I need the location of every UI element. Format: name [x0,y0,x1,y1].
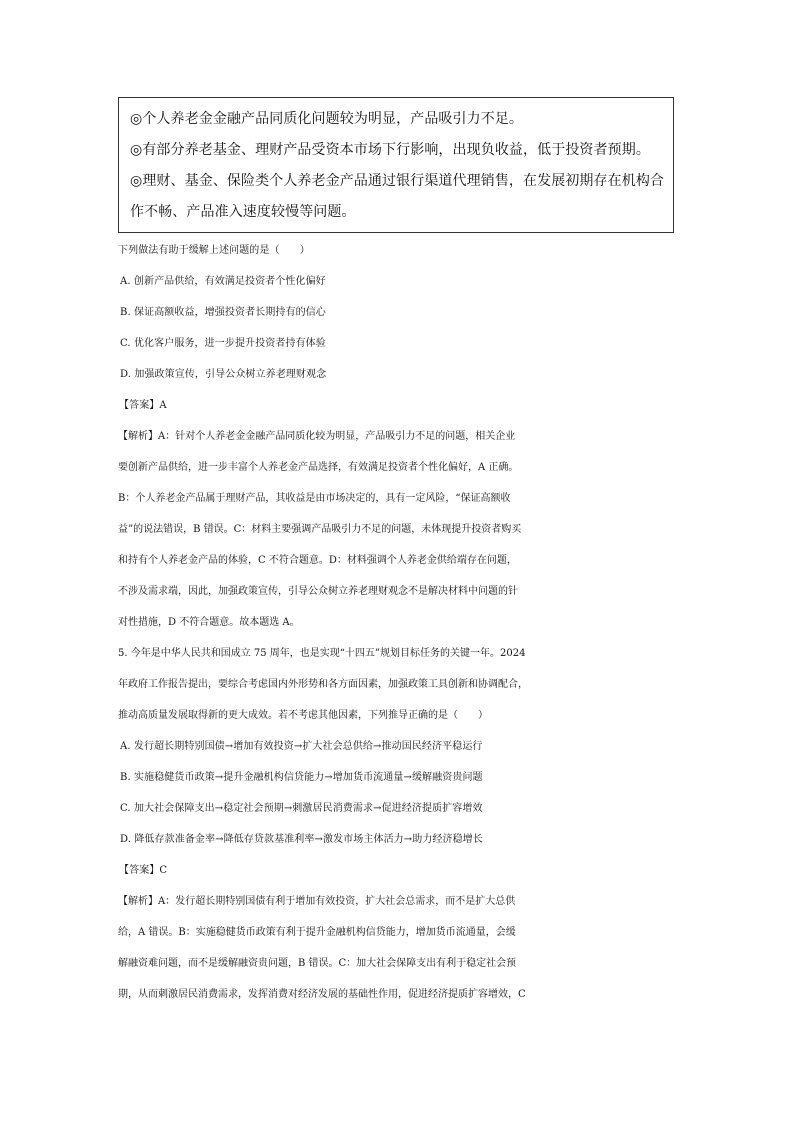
question-4-stem: 下列做法有助于缓解上述问题的是（ ） [118,245,310,256]
question-5-analysis-line: 解融资难问题，而不是缓解融资贵问题，B 错误。C：加大社会保障支出有利于稳定社会预 [118,958,517,969]
question-4-analysis-line: 要创新产品供给，进一步丰富个人养老金产品选择，有效满足投资者个性化偏好，A 正确。 [118,462,519,473]
question-4-option-a: A. 创新产品供给，有效满足投资者个性化偏好 [120,276,326,287]
question-4-option-d: D. 加强政策宣传，引导公众树立养老理财观念 [120,369,327,380]
question-5-answer: 【答案】C [119,865,168,876]
question-4-analysis-line: 【解析】A：针对个人养老金金融产品同质化较为明显，产品吸引力不足的问题，相关企业 [118,431,516,442]
question-4-analysis-line: 对性措施，D 不符合题意。故本题选 A。 [118,617,300,628]
question-4-option-b: B. 保证高额收益，增强投资者长期持有的信心 [120,307,326,318]
material-line: ◎理财、基金、保险类个人养老金产品通过银行渠道代理销售，在发展初期存在机构合 [130,173,665,189]
question-5-stem-line: 年政府工作报告提出，要综合考虑国内外形势和各方面因素，加强政策工具创新和协调配合， [118,679,528,690]
question-4-option-c: C. 优化客户服务，进一步提升投资者持有体验 [120,338,326,349]
question-5-analysis-line: 【解析】A：发行超长期特别国债有利于增加有效投资，扩大社会总需求，而不是扩大总供 [118,896,516,907]
document-content [118,97,686,1010]
question-5-option-c: C. 加大社会保障支出→稳定社会预期→刺激居民消费需求→促进经济提质扩容增效 [120,803,483,814]
question-4-analysis-line: 益”的说法错误，B 错误。C：材料主要强调产品吸引力不足的问题，未体现提升投资者购买 [118,524,522,535]
material-line: 作不畅、产品准入速度较慢等问题。 [130,204,356,220]
material-line: ◎有部分养老基金、理财产品受资本市场下行影响，出现负收益，低于投资者预期。 [130,142,650,158]
question-5-stem-line: 推动高质量发展取得新的更大成效。若不考虑其他因素，下列推导正确的是（ ） [118,710,488,721]
question-4-answer: 【答案】A [119,400,167,411]
question-4-analysis-line: 不涉及需求端，因此，加强政策宣传，引导公众树立养老理财观念不是解决材料中问题的针 [118,586,518,597]
question-5-stem-line: 5. 今年是中华人民共和国成立 75 周年，也是实现“十四五”规划目标任务的关键一年。2024 [118,648,526,659]
material-box [118,97,674,233]
question-5-option-a: A. 发行超长期特别国债→增加有效投资→扩大社会总供给→推动国民经济平稳运行 [120,741,483,752]
question-4-analysis-line: 和持有个人养老金产品的体验，C 不符合题意。D：材料强调个人养老金供给端存在问题， [118,555,517,566]
question-5-option-d: D. 降低存款准备金率→降低存贷款基准利率→激发市场主体活力→助力经济稳增长 [120,834,483,845]
material-line: ◎个人养老金金融产品同质化问题较为明显，产品吸引力不足。 [130,111,524,127]
question-5-analysis-line: 给，A 错误。B：实施稳健货币政策有利于提升金融机构信贷能力，增加货币流通量，会缓 [118,927,516,938]
question-5-analysis-line: 期，从而刺激居民消费需求，发挥消费对经济发展的基础性作用，促进经济提质扩容增效，C [118,989,526,1000]
question-4-analysis-line: B：个人养老金产品属于理财产品，其收益是由市场决定的，具有一定风险，“保证高额收 [118,493,511,504]
question-5-option-b: B. 实施稳健货币政策→提升金融机构信贷能力→增加货币流通量→缓解融资贵问题 [120,772,483,783]
